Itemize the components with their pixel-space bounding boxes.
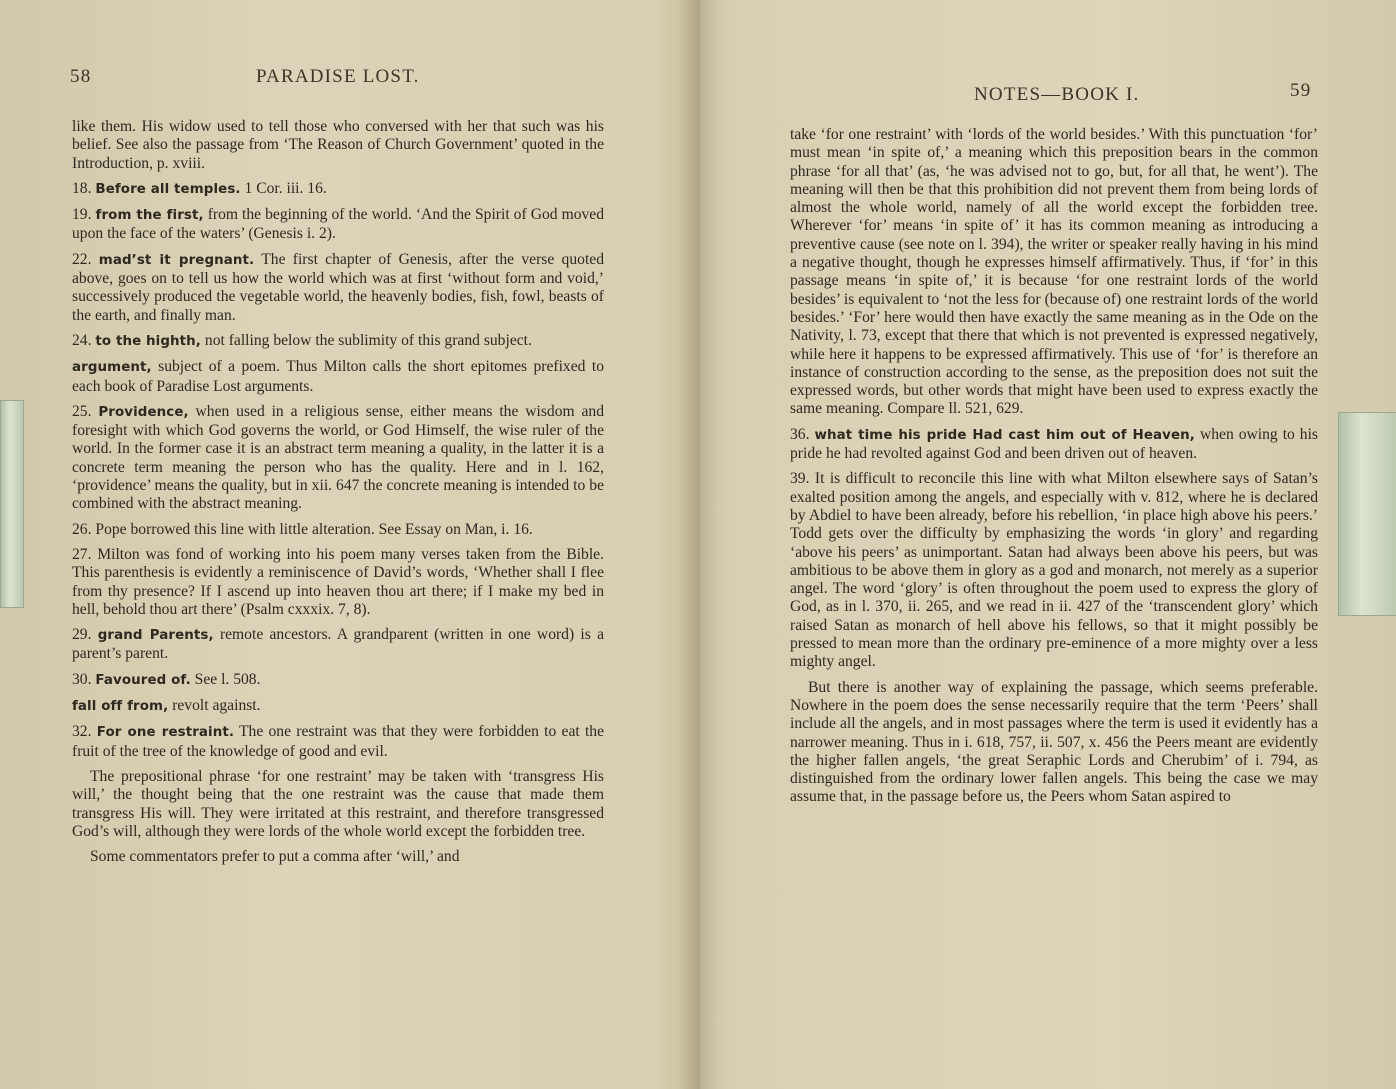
left-body-text	[72, 118, 604, 873]
note-text: Pope borrowed this line with little alteration. See Essay on Man, i. 16.	[95, 520, 533, 538]
note-paragraph	[72, 118, 604, 173]
note-line-number: 39.	[790, 470, 815, 488]
note-text: The prepositional phrase ‘for one restraint’ may be taken with ‘transgress His will,’ the thought being that the one restraint was the cause that made them transgress His will. They were irritated at this restraint, and therefore transgressed God’s will, although they were lords of the whole world except the forbidden tree.	[72, 767, 604, 840]
note-paragraph	[72, 723, 604, 761]
note-paragraph	[790, 470, 1318, 671]
note-line-number: 32.	[72, 723, 97, 741]
note-line-number: 36.	[790, 425, 815, 443]
note-lemma: grand Parents,	[97, 628, 214, 644]
note-line-number: 24.	[72, 331, 96, 349]
note-line-number: 22.	[72, 250, 99, 268]
note-line-number: 26.	[72, 520, 96, 538]
note-text: 1 Cor. iii. 16.	[240, 179, 327, 197]
note-line-number: 18.	[72, 179, 96, 197]
note-text: Milton was fond of working into his poem many verses taken from the Bible. This parenthesis is evidently a reminiscence of David’s words, ‘Whether shall I flee from thy presence? If I ascend up into heaven thou art there; if I make my bed in hell, behold thou art there’ (Psalm cxxxix. 7, 8).	[72, 545, 605, 618]
note-line-number: 19.	[72, 206, 96, 224]
note-paragraph	[72, 206, 604, 244]
note-text: remote ancestors. A grandparent (written in one word) is a parent’s parent.	[72, 626, 605, 663]
note-paragraph	[72, 697, 604, 716]
note-text: Some commentators prefer to put a comma after ‘will,’ and	[90, 848, 460, 866]
note-line-number: 29.	[72, 626, 98, 644]
left-page-number: 58	[70, 66, 92, 87]
right-body-text	[790, 126, 1318, 814]
note-text: The one restraint was that they were forbidden to eat the fruit of the tree of the knowledge of good and evil.	[72, 723, 605, 760]
note-text: take ‘for one restraint’ with ‘lords of the world besides.’ With this punctuation ‘for’ must mean ‘in spite of,’ a meaning which this preposition bears in the common phrase ‘for all that’ (as, ‘he was advised not to go, but, for all that, he went’). The meaning will then be that this prohibition did not prevent them from being lords of almost the whole world, namely of all the world except the forbidden tree. Wherever ‘for’ means ‘in spite of’ it has its common meaning as introducing a preventive cause (see note on l. 394), the writer or speaker really having in his mind a negative thought, though he expresses himself affirmatively. Thus, if ‘for’ in this passage means ‘in spite of,’ it is because ‘for one restraint lords of the world besides’ is equivalent to ‘not the less for (because of) one restraint lords of the world besides.’ ‘For’ here would then have exactly the same meaning as in the Ode on the Nativity, l. 73, except that there that which is not prevented is expressed negatively, while here it happens to be expressed affirmatively. This use of ‘for’ is therefore an instance of construction according to the sense, as the preposition does not suit the expressed words, but other words that might have been used to express exactly the same meaning. Compare ll. 521, 629.	[790, 126, 1318, 418]
note-text: But there is another way of explaining the passage, which seems preferable. Nowhere in the poem does the sense necessarily require that the term ‘Peers’ shall include all the angels, and in most passages where the term is used it evidently has a narrower meaning. Thus in i. 618, 757, ii. 507, x. 456 the Peers meant are evidently the higher fallen angels, ‘the great Seraphic Lords and Cherubim’ of i. 794, as distinguished from the ordinary lower fallen angels. This being the case we may assume that, in the passage before us, the Peers whom Satan aspired to	[790, 678, 1318, 806]
note-text: It is difficult to reconcile this line with what Milton elsewhere says of Satan’s exalted position among the angels, and especially with v. 812, where he is declared by Abdiel to have been already, before his rebellion, ‘in place high above his peers.’ Todd gets over the difficulty by emphasizing the words ‘in glory’ and regarding ‘above his peers’ as unimportant. Satan had always been above his peers, but was ambitious to be above them in glory as a god and monarch, not merely as a superior angel. The word ‘glory’ is often throughout the poem used to express the glory of God, as in l. 370, ii. 265, and we read in ii. 427 of the ‘transcendent glory’ which raised Satan as monarch of hell above his fellows, so that it might possibly be pressed to mean more than the ordinary pre-eminence of a more mighty over a less mighty angel.	[790, 470, 1319, 671]
note-lemma: Before all temples.	[95, 181, 241, 197]
note-text: like them. His widow used to tell those who conversed with her that such was his belief. See also the passage from ‘The Reason of Church Government’ quoted in the Introduction, p. xviii.	[72, 118, 604, 172]
left-page	[0, 0, 690, 1089]
note-lemma: argument,	[72, 360, 152, 376]
note-paragraph	[790, 679, 1318, 807]
note-paragraph	[790, 126, 1318, 419]
right-running-head: NOTES—BOOK I.	[974, 84, 1140, 105]
right-page-weight	[1338, 412, 1396, 616]
note-text: See l. 508.	[190, 670, 261, 688]
note-text: The first chapter of Genesis, after the verse quoted above, goes on to tell us how the world which was at first ‘without form and void,’ successively produced the vegetable world, the heavenly bodies, fish, fowl, beasts of the earth, and finally man.	[72, 250, 604, 324]
left-running-head: PARADISE LOST.	[256, 66, 420, 87]
note-paragraph	[72, 848, 604, 866]
note-lemma: Providence,	[98, 404, 189, 420]
note-text: from the beginning of the world. ‘And the Spirit of God moved upon the face of the waters’ (Genesis i. 2).	[72, 206, 605, 243]
note-lemma: to the highth,	[95, 333, 201, 349]
note-paragraph	[72, 626, 604, 664]
note-text: when owing to his pride he had revolted against God and been driven out of heaven.	[790, 425, 1319, 463]
note-line-number: 27.	[72, 545, 98, 563]
note-lemma: For one restraint.	[96, 725, 235, 741]
note-line-number: 30.	[72, 670, 96, 688]
note-paragraph	[72, 671, 604, 690]
note-paragraph	[72, 403, 604, 514]
note-paragraph	[72, 546, 604, 619]
note-line-number: 25.	[72, 402, 99, 420]
right-page	[706, 0, 1396, 1089]
note-paragraph	[72, 521, 604, 539]
note-paragraph	[72, 180, 604, 199]
left-page-weight	[0, 400, 24, 608]
note-lemma: from the first,	[95, 208, 204, 224]
note-lemma: what time his pride Had cast him out of Heaven,	[814, 427, 1195, 443]
note-paragraph	[72, 358, 604, 396]
note-text: not falling below the sublimity of this grand subject.	[201, 331, 532, 349]
note-paragraph	[72, 768, 604, 841]
note-lemma: Favoured of.	[95, 672, 191, 688]
note-paragraph	[72, 251, 604, 325]
note-lemma: fall off from,	[72, 699, 169, 715]
right-page-number: 59	[1290, 80, 1312, 101]
note-paragraph	[72, 332, 604, 351]
note-text: subject of a poem. Thus Milton calls the short epitomes prefixed to each book of Paradise Lost arguments.	[72, 358, 604, 395]
note-text: when used in a religious sense, either means the wisdom and foresight with which God governs the world, or God Himself, the wise ruler of the world. In the former case it is an abstract term meaning a quality, in the latter it is a concrete term meaning the person who has the quality. Here and in l. 162, ‘providence’ means the quality, but in xii. 647 the concrete meaning is intended to be combined with the abstract meaning.	[72, 402, 604, 513]
note-text: revolt against.	[168, 697, 261, 715]
note-paragraph	[790, 426, 1318, 464]
note-lemma: mad’st it pregnant.	[98, 252, 255, 268]
